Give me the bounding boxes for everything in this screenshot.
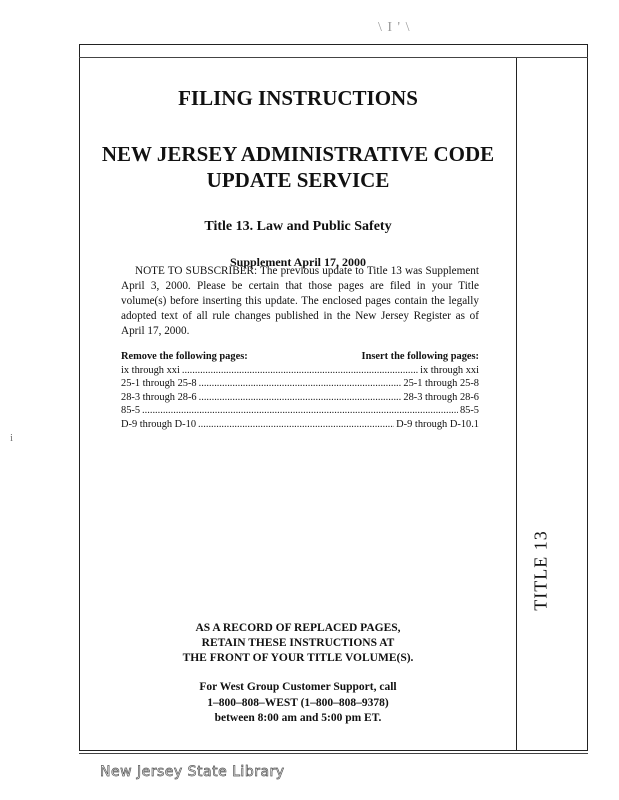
remove-pages: ix through xxi xyxy=(121,364,180,376)
table-row xyxy=(121,377,479,391)
subscriber-note: NOTE TO SUBSCRIBER: The previous update to Title 13 was Supplement April 3, 2000. Please be certain that those pages are filed in your Title volume(s) before inserting this update. The enclosed pages contain the legally adopted text of all rule changes published in the New Jersey Register as of April 17, 2000. xyxy=(121,265,479,337)
insert-pages: 85-5 xyxy=(459,405,479,416)
record-notice-line-3: THE FRONT OF YOUR TITLE VOLUME(S). xyxy=(182,652,414,664)
supplement-date: Supplement April 17, 2000 xyxy=(229,255,367,269)
remove-pages: 85-5 xyxy=(121,405,141,416)
remove-header: Remove the following pages: xyxy=(121,351,248,362)
table-row xyxy=(121,391,479,405)
scan-artifact-mark: \ I ' \ xyxy=(378,20,411,35)
bottom-rule xyxy=(79,753,588,754)
remove-pages: D-9 through D-10 xyxy=(121,418,197,430)
leader-dots xyxy=(199,391,402,405)
insert-pages: D-9 through D-10.1 xyxy=(396,418,479,430)
support-phone: 1–800–808–WEST (1–800–808–9378) xyxy=(207,696,389,709)
insert-header: Insert the following pages: xyxy=(361,351,479,362)
pages-table-header xyxy=(121,350,479,364)
leader-dots xyxy=(198,418,394,432)
side-tab-label: TITLE 13 xyxy=(530,529,551,611)
table-row xyxy=(121,418,479,432)
document-body xyxy=(80,58,516,430)
remove-pages: 28-3 through 28-6 xyxy=(121,391,197,403)
leader-dots xyxy=(199,377,402,391)
page-title: FILING INSTRUCTIONS xyxy=(178,86,418,110)
subtitle-line-1: NEW JERSEY ADMINISTRATIVE CODE xyxy=(101,142,495,166)
support-line-1: For West Group Customer Support, call xyxy=(199,681,397,693)
support-hours: between 8:00 am and 5:00 pm ET. xyxy=(214,712,382,724)
leader-dots xyxy=(142,404,458,418)
insert-pages: 28-3 through 28-6 xyxy=(403,391,479,403)
library-stamp: New Jersey State Library xyxy=(100,764,285,780)
subtitle-line-2: UPDATE SERVICE xyxy=(206,168,390,192)
side-tab xyxy=(521,520,561,620)
side-tab-divider xyxy=(516,58,517,751)
table-row xyxy=(121,404,479,418)
pages-table xyxy=(121,350,479,431)
table-row xyxy=(121,364,479,378)
record-notice-line-2: RETAIN THESE INSTRUCTIONS AT xyxy=(201,637,395,649)
remove-pages: 25-1 through 25-8 xyxy=(121,378,197,389)
insert-pages: 25-1 through 25-8 xyxy=(403,378,479,389)
record-notice-line-1: AS A RECORD OF REPLACED PAGES, xyxy=(195,622,401,634)
leader-dots xyxy=(182,364,418,378)
customer-support xyxy=(80,680,516,727)
document-subtitle xyxy=(80,141,516,193)
title-heading: Title 13. Law and Public Safety xyxy=(204,219,392,234)
margin-mark: i xyxy=(10,432,14,444)
record-notice xyxy=(80,621,516,666)
insert-pages: ix through xxi xyxy=(420,364,479,376)
